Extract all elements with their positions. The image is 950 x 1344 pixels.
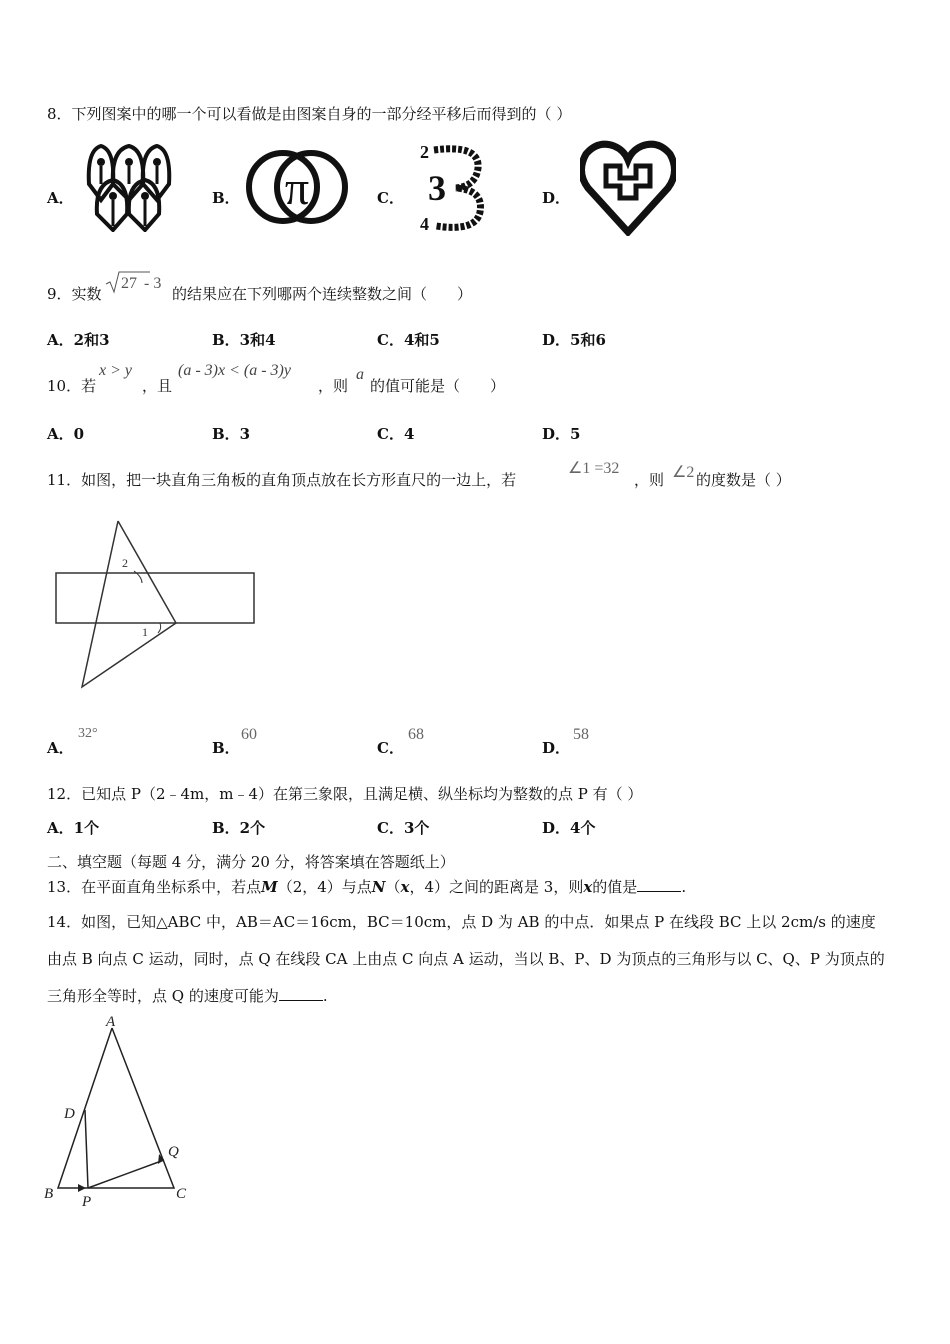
question-9-text bbox=[47, 283, 102, 304]
heart-maze-pattern-icon bbox=[580, 138, 676, 236]
q10-then: ，则 bbox=[318, 377, 349, 395]
q10-option-a: A．0 bbox=[47, 425, 85, 443]
q11-angle-1: ∠1 =32 bbox=[568, 460, 620, 477]
question-13-text bbox=[47, 876, 686, 897]
q10-mid: ，且 bbox=[142, 377, 173, 395]
q14-line-3-text: 三角形全等时，点 Q 的速度可能为 bbox=[47, 987, 279, 1005]
c-digit-3: 3 bbox=[428, 168, 446, 208]
q14-line-2: 由点 B 向点 C 运动，同时，点 Q 在线段 CA 上由点 C 向点 A 运动，当以 B、P、D 为顶点的三角形与以 C、Q、P 为顶点的 bbox=[47, 950, 885, 968]
q11-ruler-triangle-figure bbox=[50, 515, 260, 695]
q9-option-b: B．3和4 bbox=[212, 331, 276, 349]
q11-option-d-value: 58 bbox=[573, 726, 589, 743]
q13-end: . bbox=[681, 878, 687, 896]
q12-option-d: D．4个 bbox=[542, 819, 596, 837]
c-digit-4: 4 bbox=[420, 214, 429, 234]
q10-variable-a: a bbox=[356, 366, 364, 383]
q13-var-x-2: x bbox=[583, 878, 593, 896]
q14-label-q: Q bbox=[168, 1144, 179, 1160]
q11-mid: ，则 bbox=[634, 471, 665, 489]
q14-label-p: P bbox=[82, 1194, 92, 1210]
q14-label-a: A bbox=[106, 1014, 116, 1030]
q9-prefix: 9．实数 bbox=[47, 285, 102, 303]
q11-option-a-value: 32° bbox=[78, 726, 98, 741]
q10-option-c: C．4 bbox=[377, 425, 415, 443]
pi-symbol: π bbox=[284, 162, 310, 215]
q10-condition-1: x > y bbox=[99, 362, 132, 379]
q11-fig-label-1: 1 bbox=[142, 625, 148, 639]
q9-option-a: A．2和3 bbox=[47, 331, 110, 349]
q13-point-n: N bbox=[371, 878, 386, 896]
q13-answer-blank[interactable] bbox=[637, 877, 681, 892]
stacked-3-pattern-icon bbox=[418, 140, 488, 234]
q8-option-a-label: A． bbox=[47, 189, 74, 207]
q8-option-d-label: D． bbox=[542, 189, 571, 207]
q10-option-d: D．5 bbox=[542, 425, 581, 443]
q14-line-3-end: . bbox=[322, 987, 328, 1005]
pi-circles-pattern-icon bbox=[245, 146, 349, 228]
sqrt-27-minus-3 bbox=[104, 270, 174, 294]
q9-option-d: D．5和6 bbox=[542, 331, 606, 349]
q9-option-c: C．4和5 bbox=[377, 331, 440, 349]
q10-prefix: 10．若 bbox=[47, 377, 97, 395]
q13-part-2: （2，4）与点 bbox=[277, 878, 372, 896]
q14-line-3 bbox=[47, 985, 328, 1006]
q14-label-c: C bbox=[176, 1186, 187, 1202]
q11-option-b-label: B． bbox=[212, 739, 240, 757]
q11-prefix: 11．如图，把一块直角三角板的直角顶点放在长方形直尺的一边上，若 bbox=[47, 471, 517, 489]
q14-triangle-figure bbox=[40, 1012, 200, 1212]
q12-option-c: C．3个 bbox=[377, 819, 430, 837]
q11-option-c-value: 68 bbox=[408, 726, 424, 743]
q8-option-b-label: B． bbox=[212, 189, 240, 207]
q11-angle-2: ∠2 bbox=[672, 464, 695, 481]
q11-suffix: 的度数是（ ） bbox=[696, 471, 791, 489]
c-digit-2: 2 bbox=[420, 142, 429, 162]
q12-option-a: A．1个 bbox=[47, 819, 100, 837]
q11-option-d-label: D． bbox=[542, 739, 571, 757]
q9-radicand: 27 bbox=[121, 275, 137, 292]
q9-suffix: 的结果应在下列哪两个连续整数之间（ ） bbox=[172, 285, 473, 303]
q13-part-4: ，4）之间的距离是 3，则 bbox=[409, 878, 584, 896]
peacock-feather-pattern-icon bbox=[83, 140, 175, 232]
q14-answer-blank[interactable] bbox=[279, 986, 323, 1001]
q13-var-x: x bbox=[400, 878, 410, 896]
q12-option-b: B．2个 bbox=[212, 819, 266, 837]
q8-option-c-label: C． bbox=[377, 189, 404, 207]
q14-label-b: B bbox=[44, 1186, 54, 1202]
q10-condition-2: (a - 3)x < (a - 3)y bbox=[178, 362, 291, 379]
q13-part-5: 的值是 bbox=[592, 878, 638, 896]
q14-label-d: D bbox=[64, 1106, 75, 1122]
q13-point-m: M bbox=[261, 878, 278, 896]
q11-fig-label-2: 2 bbox=[122, 556, 128, 570]
q11-option-b-value: 60 bbox=[241, 726, 257, 743]
q11-option-a-label: A． bbox=[47, 739, 74, 757]
question-8-text: 8．下列图案中的哪一个可以看做是由图案自身的一部分经平移后而得到的（ ） bbox=[47, 105, 572, 123]
q10-suffix: 的值可能是（ ） bbox=[370, 377, 506, 395]
question-12-text: 12．已知点 P（2﹣4m，m﹣4）在第三象限，且满足横、纵坐标均为整数的点 P 有（ ） bbox=[47, 785, 643, 803]
q9-minus-3: - 3 bbox=[144, 275, 162, 292]
q10-option-b: B．3 bbox=[212, 425, 251, 443]
q14-line-1: 14．如图，已知△ABC 中，AB＝AC＝16cm，BC＝10cm，点 D 为 AB 的中点．如果点 P 在线段 BC 上以 2cm/s 的速度 bbox=[47, 913, 876, 931]
q11-option-c-label: C． bbox=[377, 739, 404, 757]
q13-part-1: 13．在平面直角坐标系中，若点 bbox=[47, 878, 262, 896]
section-2-heading: 二、填空题（每题 4 分，满分 20 分，将答案填在答题纸上） bbox=[47, 853, 455, 871]
q13-part-3: （ bbox=[385, 878, 401, 896]
